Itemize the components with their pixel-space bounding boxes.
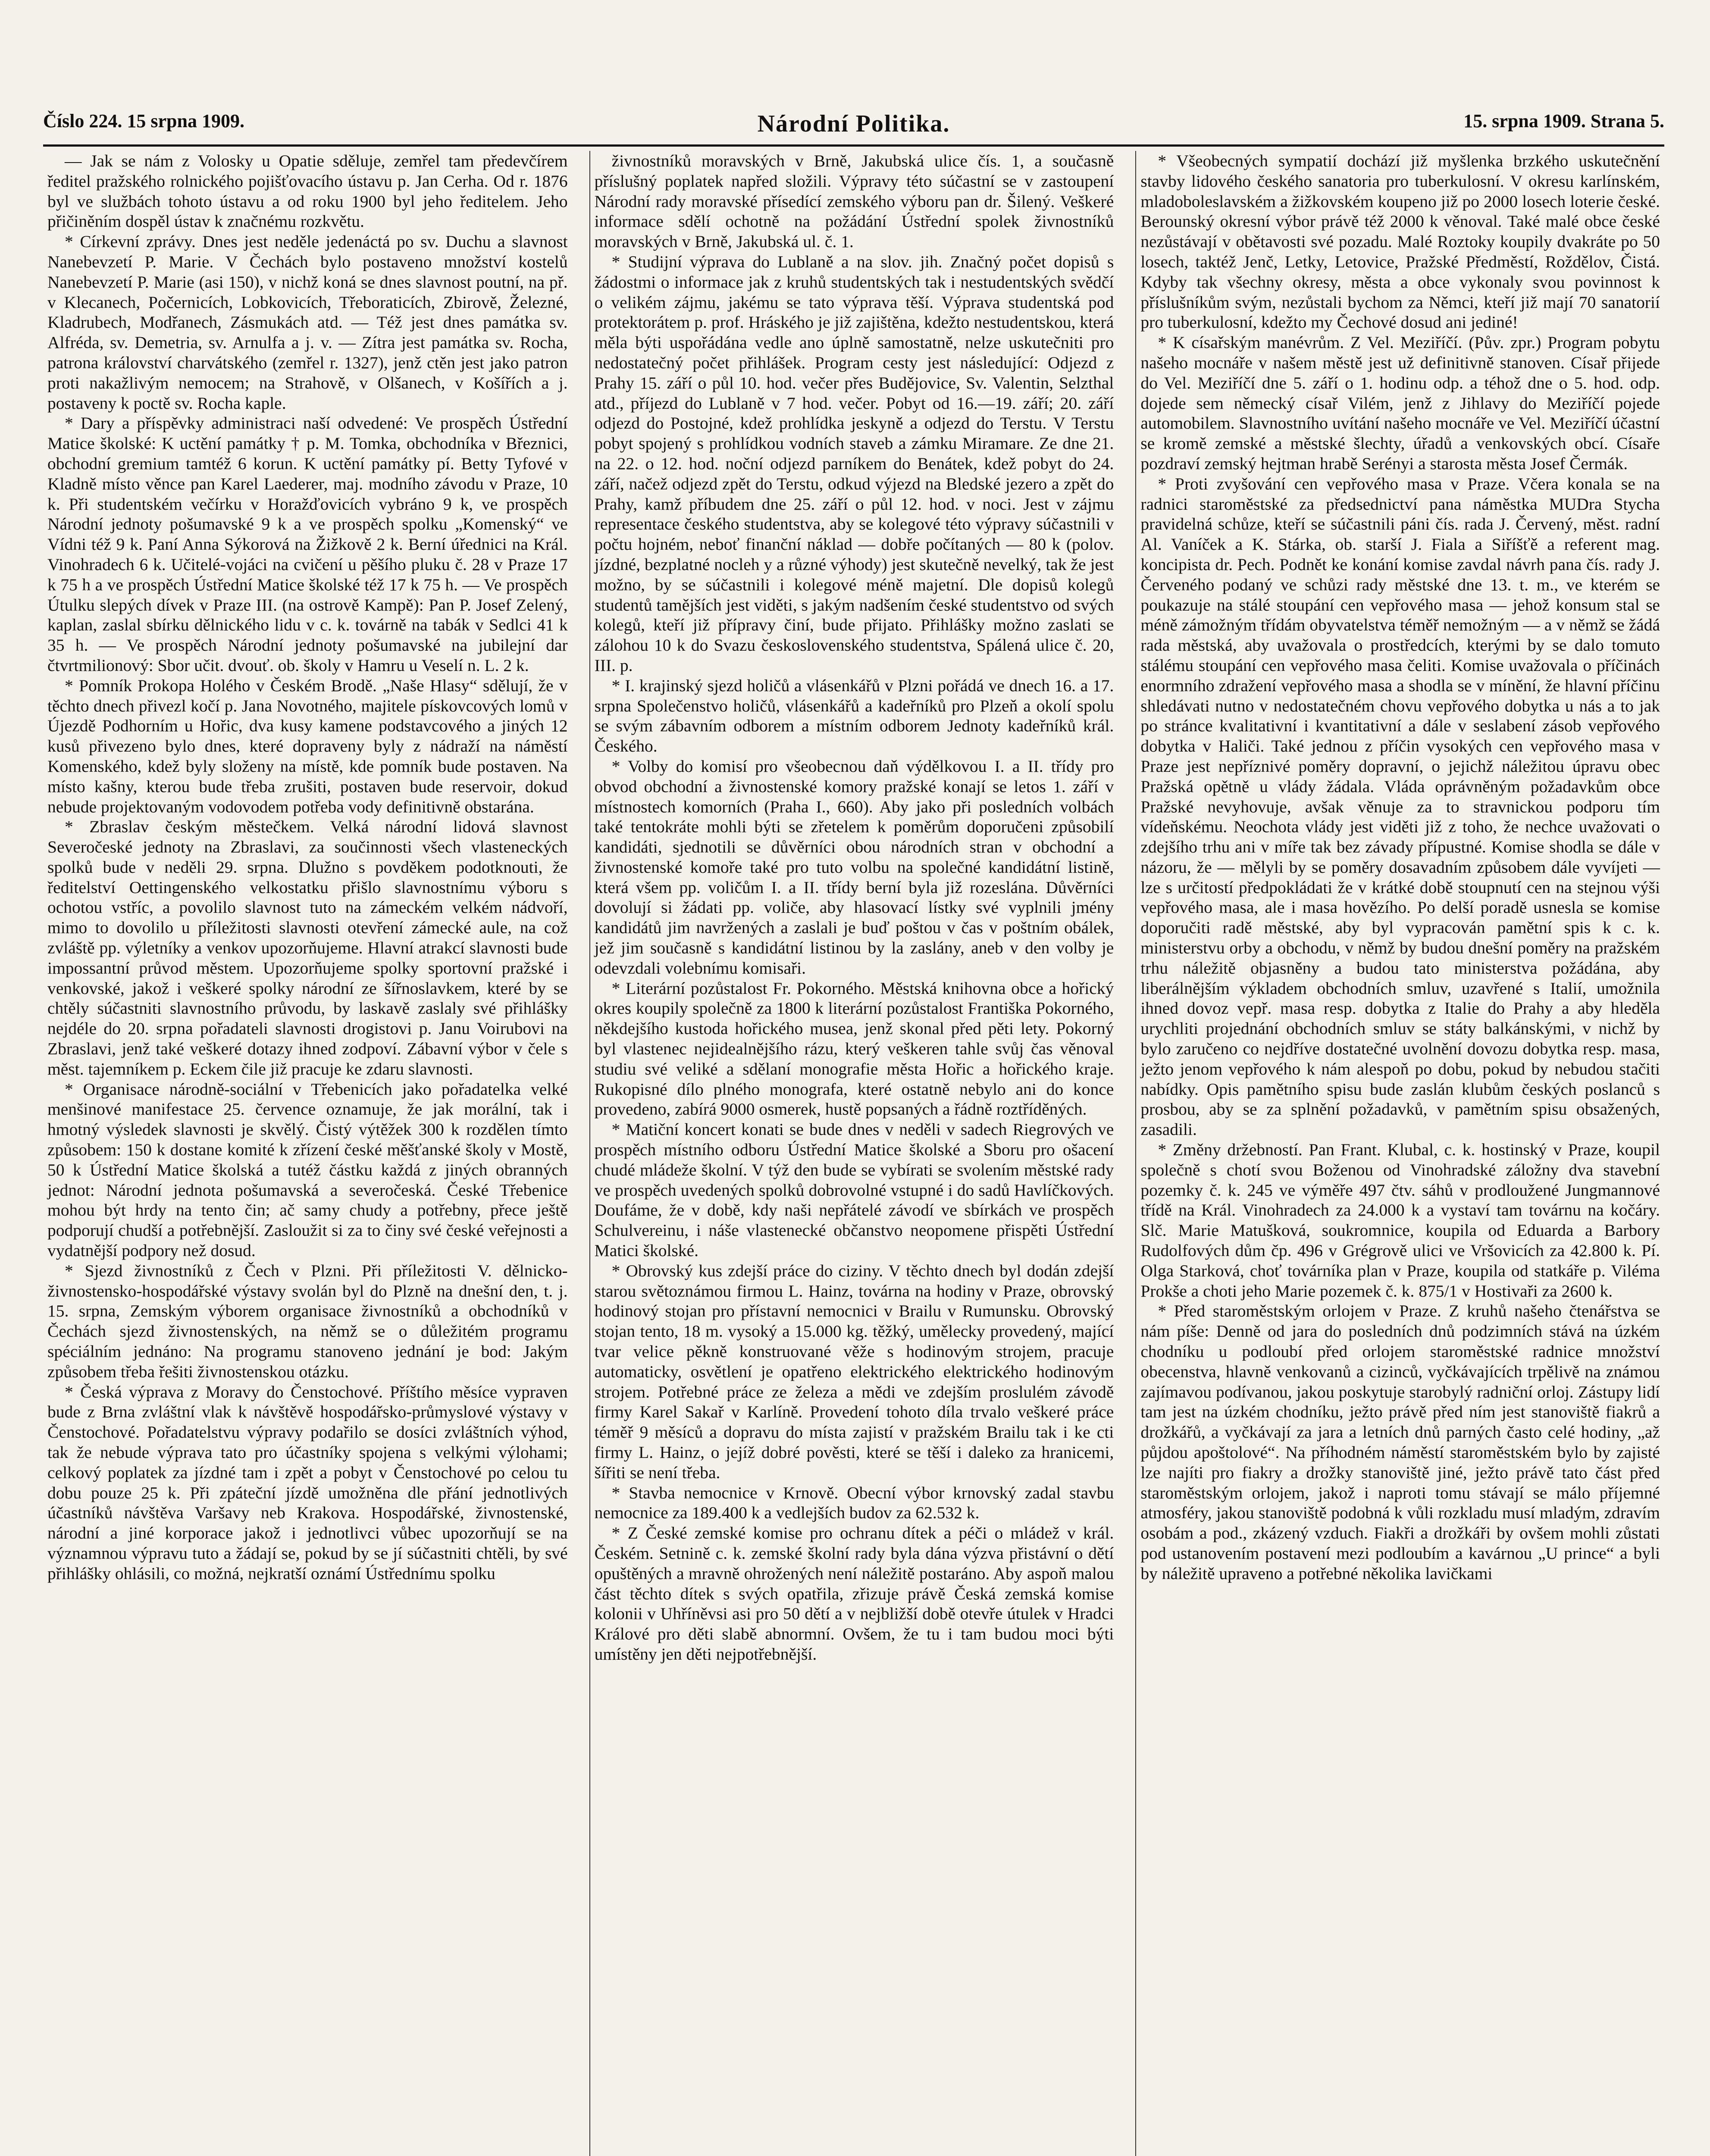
article-columns <box>43 151 1664 2156</box>
news-paragraph: * Všeobecných sympatií dochází již myšlenka brzkého uskutečnění stavby lidového českého sanatoria pro tuberkulosní. V okresu karlínském, mladoboleslavském a žižkovském koupeno již po 2000 losech loterie české. Berounský okresní výbor právě též 2000 k věnoval. Také malé obce české nezůstávají v obětavosti své pozadu. Malé Roztoky koupily dvakráte po 50 losech, taktéž Jenč, Letky, Letovice, Pražské Předměstí, Roždělov, Čistá. Kdyby tak všechny okresy, města a obce vykonaly svou povinnost k příslušníkům svým, nezůstali bychom za Němci, kteří již mají 70 sanatorií pro tuberkulosní, kdežto my Čechové dosud ani jediné! <box>1140 151 1660 332</box>
news-paragraph: * Česká výprava z Moravy do Čenstochové. Příštího měsíce vypraven bude z Brna zvláštní vlak k návštěvě hospodářsko-průmyslové výstavy v Čenstochové. Pořadatelstvu výpravy podařilo se dosíci zvláštních výhod, tak že nebude výprava tato pro účastníky spojena s velkými výlohami; celkový poplatek za jízdné tam i zpět a pobyt v Čenstochové po celou tu dobu pouze 25 k. Při zpáteční jízdě umožněna dle přání jednotlivých účastníků návštěva Varšavy neb Krakova. Hospodářské, živnostenské, národní a jiné korporace jakož i jednotlivci vůbec upozorňují se na významnou výpravu tuto a žádají se, pokud by se jí súčastniti chtěli, by své přihlášky ohlásili, co možná, nejkratší oznámí Ústřednímu spolku <box>47 1382 568 1583</box>
news-paragraph: * Z České zemské komise pro ochranu dítek a péči o mládež v král. Českém. Setnině c. k. zemské školní rady byla dána výzva přistávní o dětí opuštěných a mravně ohrožených není náležitě postaráno. Aby aspoň malou část těchto dítek s svých opatřila, zřizuje právě Česká zemská komise kolonii v Uhříněvsi asi pro 50 dětí a v nejbližší době otevře útulek v Hradci Králové pro děti slabě abnormní. Ovšem, že tu i tam budou moci býti umístěny jen děti nejpotřebnější. <box>594 1523 1114 1664</box>
newspaper-title: Národní Politika. <box>757 110 950 137</box>
news-paragraph: živnostníků moravských v Brně, Jakubská ulice čís. 1, a současně příslušný poplatek napřed složili. Výpravy této súčastní se v zastoupení Národní rady moravské přísedící zemského výboru pan dr. Šilený. Veškeré informace sdělí ochotně na požádání Ústřední spolek živnostníků moravských v Brně, Jakubská ul. č. 1. <box>594 151 1114 251</box>
news-paragraph: * Matiční koncert konati se bude dnes v neděli v sadech Riegrových ve prospěch místního odboru Ústřední Matice školské a Sboru pro ošacení chudé mládeže školní. V týž den bude se vybírati se svolením městské rady ve prospěch uvedených spolků dobrovolné vstupné i do sadů Havlíčkových. Doufáme, že v době, kdy naši nepřátelé závodí ve sbírkách ve prospěch Schulvereinu, i náše vlastenecké občanstvo neopomene přispěti Ústřední Matici školské. <box>594 1120 1114 1260</box>
column-3 <box>1135 151 1664 2156</box>
news-paragraph: * Proti zvyšování cen vepřového masa v Praze. Včera konala se na radnici staroměstské za předsednictví pana náměstka MUDra Stycha pravidelná schůze, kteří se súčastnili páni čís. rada J. Červený, měst. radní Al. Vaníček a K. Stárka, ob. starší J. Fiala a Siříšťě a referent mag. koncipista dr. Pech. Podnět ke konání komise zavdal návrh pana čís. rady J. Červeného podaný ve schůzi rady městské dne 13. t. m., ve kterém se poukazuje na stálé stoupání cen vepřového masa — jehož konsum stal se méně zámožným třídám obyvatelstva téměř nemožným — a v němž se žádá rada městská, aby uvažovala o prostředcích, kterými by se dalo tomuto stálému stoupání cen vepřového masa čeliti. Komise uvažovala o příčinách enormního zdražení vepřového masa a shodla se v mínění, že hlavní příčinu shledávati nutno v nedostatečném chovu vepřového dobytka u nás a to jak po stránce kvalitativní i kvantitativní a dále v seslabení zásob vepřového dobytka v Haliči. Také jednou z příčin vysokých cen vepřového masa v Praze jest nepříznivé poměry dopravní, o jejichž náležitou úpravu obec Pražská opětně u vlády žádala. Vláda oprávněným požadavkům obce Pražské nevyhovuje, avšak věnuje za to stravnickou podporu tím vídeňskému. Neochota vlády jest viděti již z toho, že nechce uvažovati o zdejšího trhu ani v míře tak bez závady přípustné. Komise shodla se dále v názoru, že — mělyli by se poměry dosavadním způsobem dále vyvíjeti — lze s určitostí předpokládati že v krátké době stoupnutí cen na stejnou výši vepřového masa, ale i masa hovězího. Po delší poradě usnesla se komise doporučiti radě městské, aby byl vypracován pamětní spis k c. k. ministerstvu orby a obchodu, v němž by budou dnešní poměry na pražském trhu náležitě objasněny a budou tato ministerstva požádána, aby liberálnějším výkladem obchodních smluv, uzavřené s Italií, umožnila ihned dovoz vepř. masa resp. dobytka z Italie do Prahy a aby hleděla urychliti projednání obchodních smluv se státy balkánskými, v nichž by bylo zaručeno co nejdříve dostatečné uvolnění dovozu dobytka resp. masa, ježto jenom vepřového k nám alespoň po dobu, pokud by nebudou stačiti nabídky. Opis pamětního spisu bude zaslán klubům českých poslanců s prosbou, aby se za splnění požadavků, v pamětním spisu obsažených, zasadili. <box>1140 474 1660 1139</box>
news-paragraph: * Obrovský kus zdejší práce do ciziny. V těchto dnech byl dodán zdejší starou světoznámou firmou L. Hainz, továrna na hodiny v Praze, obrovský hodinový stojan pro přístavní nemocnici v Brailu v Rumunsku. Obrovský stojan tento, 18 m. vysoký a 15.000 kg. těžký, umělecky provedený, mající tvar velice pěkně konstruované věže s hodinovým strojem, pracuje automaticky, osvětlení je opatřeno elektrického elektrického hodinovým strojem. Potřebné práce ze železa a mědi ve zdejším proslulém závodě firmy Karel Sakař v Karlíně. Provedení tohoto díla trvalo veškeré práce téměř 9 měsíců a dopravu do místa zajistí v pražském Brailu tak i ke cti firmy L. Hainz, o jejíž dobré pověsti, které se těší i daleko za hranicemi, šířiti se není třeba. <box>594 1261 1114 1482</box>
column-2 <box>589 151 1118 2156</box>
news-paragraph: * I. krajinský sjezd holičů a vlásenkářů v Plzni pořádá ve dnech 16. a 17. srpna Společenstvo holičů, vlásenkářů a kadeřníků pro Plzeň a okolí spolu se svým zábavním odborem a místním odborem Jednoty kadeřníků král. Českého. <box>594 676 1114 756</box>
news-paragraph: * Sjezd živnostníků z Čech v Plzni. Při příležitosti V. dělnicko-živnostensko-hospodářské výstavy svolán byl do Plzně na dnešní den, t. j. 15. srpna, Zemským výborem organisace živnostníků a obchodníků v Čechách sjezd živnostenských, na němž se o důležitém programu spéciálním jednáno: Na programu stanoveno jednání je bod: Jakým způsobem třeba řešiti živnostenskou otázku. <box>47 1261 568 1381</box>
news-paragraph: * Pomník Prokopa Holého v Českém Brodě. „Naše Hlasy“ sdělují, že v těchto dnech přivezl kočí p. Jana Novotného, majitele pískovcových lomů v Újezdě Podhorním u Hořic, dva kusy kamene podstavcového a jiných 12 kusů přivezeno bylo dnes, které dopraveny byly z nádraží na náměstí Komenského, kdež byly složeny na místě, kde pomník bude postaven. Na místo kašny, kterou bude třeba zrušiti, postaven bude reservoir, dokud nebude projektovaným vodovodem potřeba vody definitivně obstarána. <box>47 676 568 816</box>
news-paragraph: * Volby do komisí pro všeobecnou daň výdělkovou I. a II. třídy pro obvod obchodní a živnostenské komory pražské konají se letos 1. září v místnostech komorních (Praha I., 660). Aby jako při posledních volbách také tentokráte mohli býti se zřetelem k poměrům doporučeni způsobilí kandidáti, sjednotili se důvěrníci obou národních stran v obchodní a živnostenské komoře také pro tuto volbu na společné kandidátní listině, která všem pp. voličům I. a II. třídy berní byla již rozeslána. Důvěrníci dovolují si žádati pp. voliče, aby hlasovací lístky své vyplnili jmény kandidátů jim navržených a zaslali je buď poštou v čas v poštním obálek, jež jim současně s kandidátní listinou by la zaslány, aneb v den volby je odevzdali volebnímu komisaři. <box>594 756 1114 978</box>
masthead <box>43 110 1664 147</box>
column-1 <box>43 151 572 2156</box>
news-paragraph: * Stavba nemocnice v Krnově. Obecní výbor krnovský zadal stavbu nemocnice za 189.400 k a vedlejších budov za 62.532 k. <box>594 1483 1114 1523</box>
issue-number-date: Číslo 224. 15 srpna 1909. <box>43 110 244 132</box>
news-paragraph: * Církevní zprávy. Dnes jest neděle jedenáctá po sv. Duchu a slavnost Nanebevzetí P. Marie. V Čechách bylo postaveno množství kostelů Nanebevzetí P. Marie (asi 150), v nichž koná se dnes slavnost poutní, na př. v Klecanech, Počernicích, Lobkovicích, Třeboraticích, Zbirově, Železné, Kladrubech, Modřanech, Zásmukách atd. — Též jest dnes památka sv. Alfréda, sv. Demetria, sv. Arnulfa a j. v. — Zítra jest památka sv. Rocha, patrona království charvátského (zemřel r. 1327), jenž ctěn jest jako patron proti nakažlivým nemocem; na Strahově, v Olšanech, v Košířích a j. postaveny k poctě sv. Rocha kaple. <box>47 232 568 413</box>
news-paragraph: * Studijní výprava do Lublaně a na slov. jih. Značný počet dopisů s žádostmi o informace jak z kruhů studentských tak i nestudentských svědčí o velikém zájmu, jakému se tato výprava těší. Výprava studentská pod protektorátem p. prof. Hráského je již zajištěna, kdežto nestudentskou, která měla býti uspořádána vedle ano úplně samostatně, nelze uskutečniti pro nedostatečný počet přihlášek. Program cesty jest následující: Odjezd z Prahy 15. září o půl 10. hod. večer přes Budějovice, Sv. Valentin, Selzthal atd., příjezd do Lublaně v 7 hod. večer. Pobyt od 16.—19. září; 20. září odjezd do Postojné, kdež prohlídka jeskyně a odjezd do Terstu. V Terstu pobyt spojený s prohlídkou vodních staveb a zámku Miramare. Ze dne 21. na 22. o 12. hod. noční odjezd parníkem do Benátek, kdež pobyt do 24. září, načež odjezd zpět do Terstu, odkud výjezd na Bledské jezero a zpět do Prahy, kamž příbudem dne 25. září o půl 12. hod. v noci. Jest v zájmu representace českého studentstva, aby se kolegové této výpravy súčastnili v počtu hojném, neboť finanční náklad — dobře počítaných — 80 k (polov. jízdné, bezplatné nocleh y a různé výhody) jest skutečně nevelký, tak že jest možno, by se súčastnili i kolegové méně majetní. Dle dopisů kolegů studentů tamějších jest viděti, s jakým nadšením české studentstvo od svých kolegů, kteří již přípravy činí, bude přijato. Přihlášky možno zaslati se zálohou 10 k do Svazu československého studentstva, Spálená ulice č. 20, III. p. <box>594 252 1114 675</box>
news-paragraph: * Změny držebností. Pan Frant. Klubal, c. k. hostinský v Praze, koupil společně s chotí svou Boženou od Vinohradské záložny dva stavební pozemky č. k. 245 ve výměře 497 čtv. sáhů v prodloužené Jungmannové třídě na Král. Vinohradech za 24.000 k a vystaví tam továrnu na kočáry. Slč. Marie Matušková, soukromnice, koupila od Eduarda a Barbory Rudolfových dům čp. 496 v Grégrově ulici ve Vršovicích za 42.800 k. Pí. Olga Starková, choť továrníka plan v Praze, koupila od statkáře p. Viléma Prokše a choti jeho Marie pozemek č. k. 875/1 v Hostivaři za 2600 k. <box>1140 1140 1660 1300</box>
page-date-number: 15. srpna 1909. Strana 5. <box>1463 110 1664 132</box>
news-paragraph: * K císařským manévrům. Z Vel. Meziříčí. (Pův. zpr.) Program pobytu našeho mocnáře v našem městě jest už definitivně stanoven. Císař přijede do Vel. Meziříčí dne 5. září o 1. hodinu odp. a téhož dne o 5. hod. odp. dojede sem německý císař Vilém, jenž z Jihlavy do Meziříčí pojede automobilem. Slavnostního uvítání našeho mocnáře ve Vel. Meziříčí účastní se kromě zemské a městské šlechty, úřadů a venkovských obcí. Císaře pozdraví zemský hejtman hrabě Serényi a starosta města Josef Čermák. <box>1140 333 1660 473</box>
news-paragraph: — Jak se nám z Volosky u Opatie sděluje, zemřel tam předevčírem ředitel pražského rolnického pojišťovacího ústavu p. Jan Cerha. Od r. 1876 byl ve službách tohoto ústavu a od roku 1900 byl jeho ředitelem. Jeho přičiněním dospěl ústav k značnému rozkvětu. <box>47 151 568 231</box>
news-paragraph: * Dary a příspěvky administraci naší odvedené: Ve prospěch Ústřední Matice školské: K uctění památky † p. M. Tomka, obchodníka v Březnici, obchodní gremium tamtéž 6 korun. K uctění památky pí. Betty Tyfové v Kladně místo věnce pan Karel Laederer, maj. modního závodu v Praze, 10 k. Při studentském večírku v Horažďovicích vybráno 9 k, ve prospěch Národní jednoty pošumavské 9 k a ve prospěch spolku „Komenský“ ve Vídni též 9 k. Paní Anna Sýkorová na Žižkově 2 k. Berní úřednici na Král. Vinohradech 6 k. Učitelé-vojáci na cvičení u pěšího pluku č. 28 v Praze 17 k 75 h a ve prospěch Ústřední Matice školské též 17 k 75 h. — Ve prospěch Útulku slepých dívek v Praze III. (na ostrově Kampě): Pan P. Josef Zelený, kaplan, zaslal sbírku dělnického lidu v c. k. továrně na tabák v Sedlci 41 k 35 h. — Ve prospěch Národní jednoty pošumavské na jubilejní dar čtvrtmilionový: Sbor učit. dvouť. ob. školy v Hamru u Veselí n. L. 2 k. <box>47 414 568 675</box>
news-paragraph: * Organisace národně-sociální v Třebenicích jako pořadatelka velké menšinové manifestace 25. července oznamuje, že jak morální, tak i hmotný výsledek slavnosti je skvělý. Čistý výtěžek 300 k rozdělen tímto způsobem: 150 k dostane komité k zřízení české měšťanské školy v Mostě, 50 k Ústřední Matice školská a tutéž částku každá z jiných obranných jednot: Národní jednota pošumavská a severočeská. České Třebenice mohou být hrdy na tento čin; ač samy chudy a potřebny, přece ještě podporují chudší a potřebnější. Zasloužit si za to činy své české veřejnosti a vydatnější podpory než dosud. <box>47 1079 568 1260</box>
news-paragraph: * Literární pozůstalost Fr. Pokorného. Městská knihovna obce a hořický okres koupily společně za 1800 k literární pozůstalost Františka Pokorného, někdejšího kustoda hořického musea, jenž skonal před pěti lety. Pokorný byl vlastenec nejidealnějšího rázu, který veškeren tahle svůj čas věnoval studiu své veliké a sdělaní monografie města Hořic a hořického kraje. Rukopisné dílo plného monografa, které ostatně nebylo ani do konce provedeno, zabírá 9000 osmerek, hustě popsaných a řádně roztříděných. <box>594 978 1114 1119</box>
news-paragraph: * Před staroměstským orlojem v Praze. Z kruhů našeho čtenářstva se nám píše: Denně od jara do posledních dnů podzimních stává na úzkém chodníku u podloubí před orlojem staroměstské radnice množství obecenstva, hlavně venkovanů a cizinců, vyčkávajících trpělivě na známou zajímavou podívanou, jakou poskytuje starobylý radniční orloj. Zástupy lidí tam jest na úzkém chodníku, ježto právě před ním jest stanoviště fiakrů a drožkářů, a vyčkávají za jara a letních dnů parných často celé hodiny, „až půjdou apoštolové“. Na příhodném náměstí staroměstském bylo by zajisté lze najíti pro fiakry a drožky stanoviště jiné, ježto právě tato část před staroměstským orlojem, jakož i naproti tomu stávají se málo příjemné atmosféry, jakou stanoviště podobná k vůli rozkladu musí mladým, zdravím osobám a pod., zkázený vzduch. Fiakři a drožkáři by ovšem mohli zůstati pod ustanovením postavení mezi podloubím a kavárnou „U prince“ a byli by náležitě upraveno a potřebné několika lavičkami <box>1140 1301 1660 1583</box>
news-paragraph: * Zbraslav českým městečkem. Velká národní lidová slavnost Severočeské jednoty na Zbraslavi, za součinnosti všech vlasteneckých spolků bude v neděli 29. srpna. Dlužno s povděkem podotknouti, že ředitelství Oettingenského velkostatku přišlo slavnostnímu výboru s ochotou vstříc, a povolilo slavnost tuto na zámeckém velkém nádvoří, mimo to dovolilo u příležitosti slavnosti otevření zámecké aule, na což zvláště pp. výletníky a venkov upozorňujeme. Hlavní atrakcí slavnosti bude impossantní průvod městem. Upozorňujeme spolky sportovní pražské i venkovské, jakož i veškeré spolky národní ze šířnoslavkem, které by se chtěly súčastniti slavnostního průvodu, by laskavě zaslaly své přihlášky nejdéle do 20. srpna pořadateli slavnosti drogistovi p. Janu Voirubovi na Zbraslavi, jenž také veškeré dotazy ihned zodpoví. Zábavní výbor v čele s měst. tajemníkem p. Eckem čile již pracuje ke zdaru slavnosti. <box>47 817 568 1078</box>
